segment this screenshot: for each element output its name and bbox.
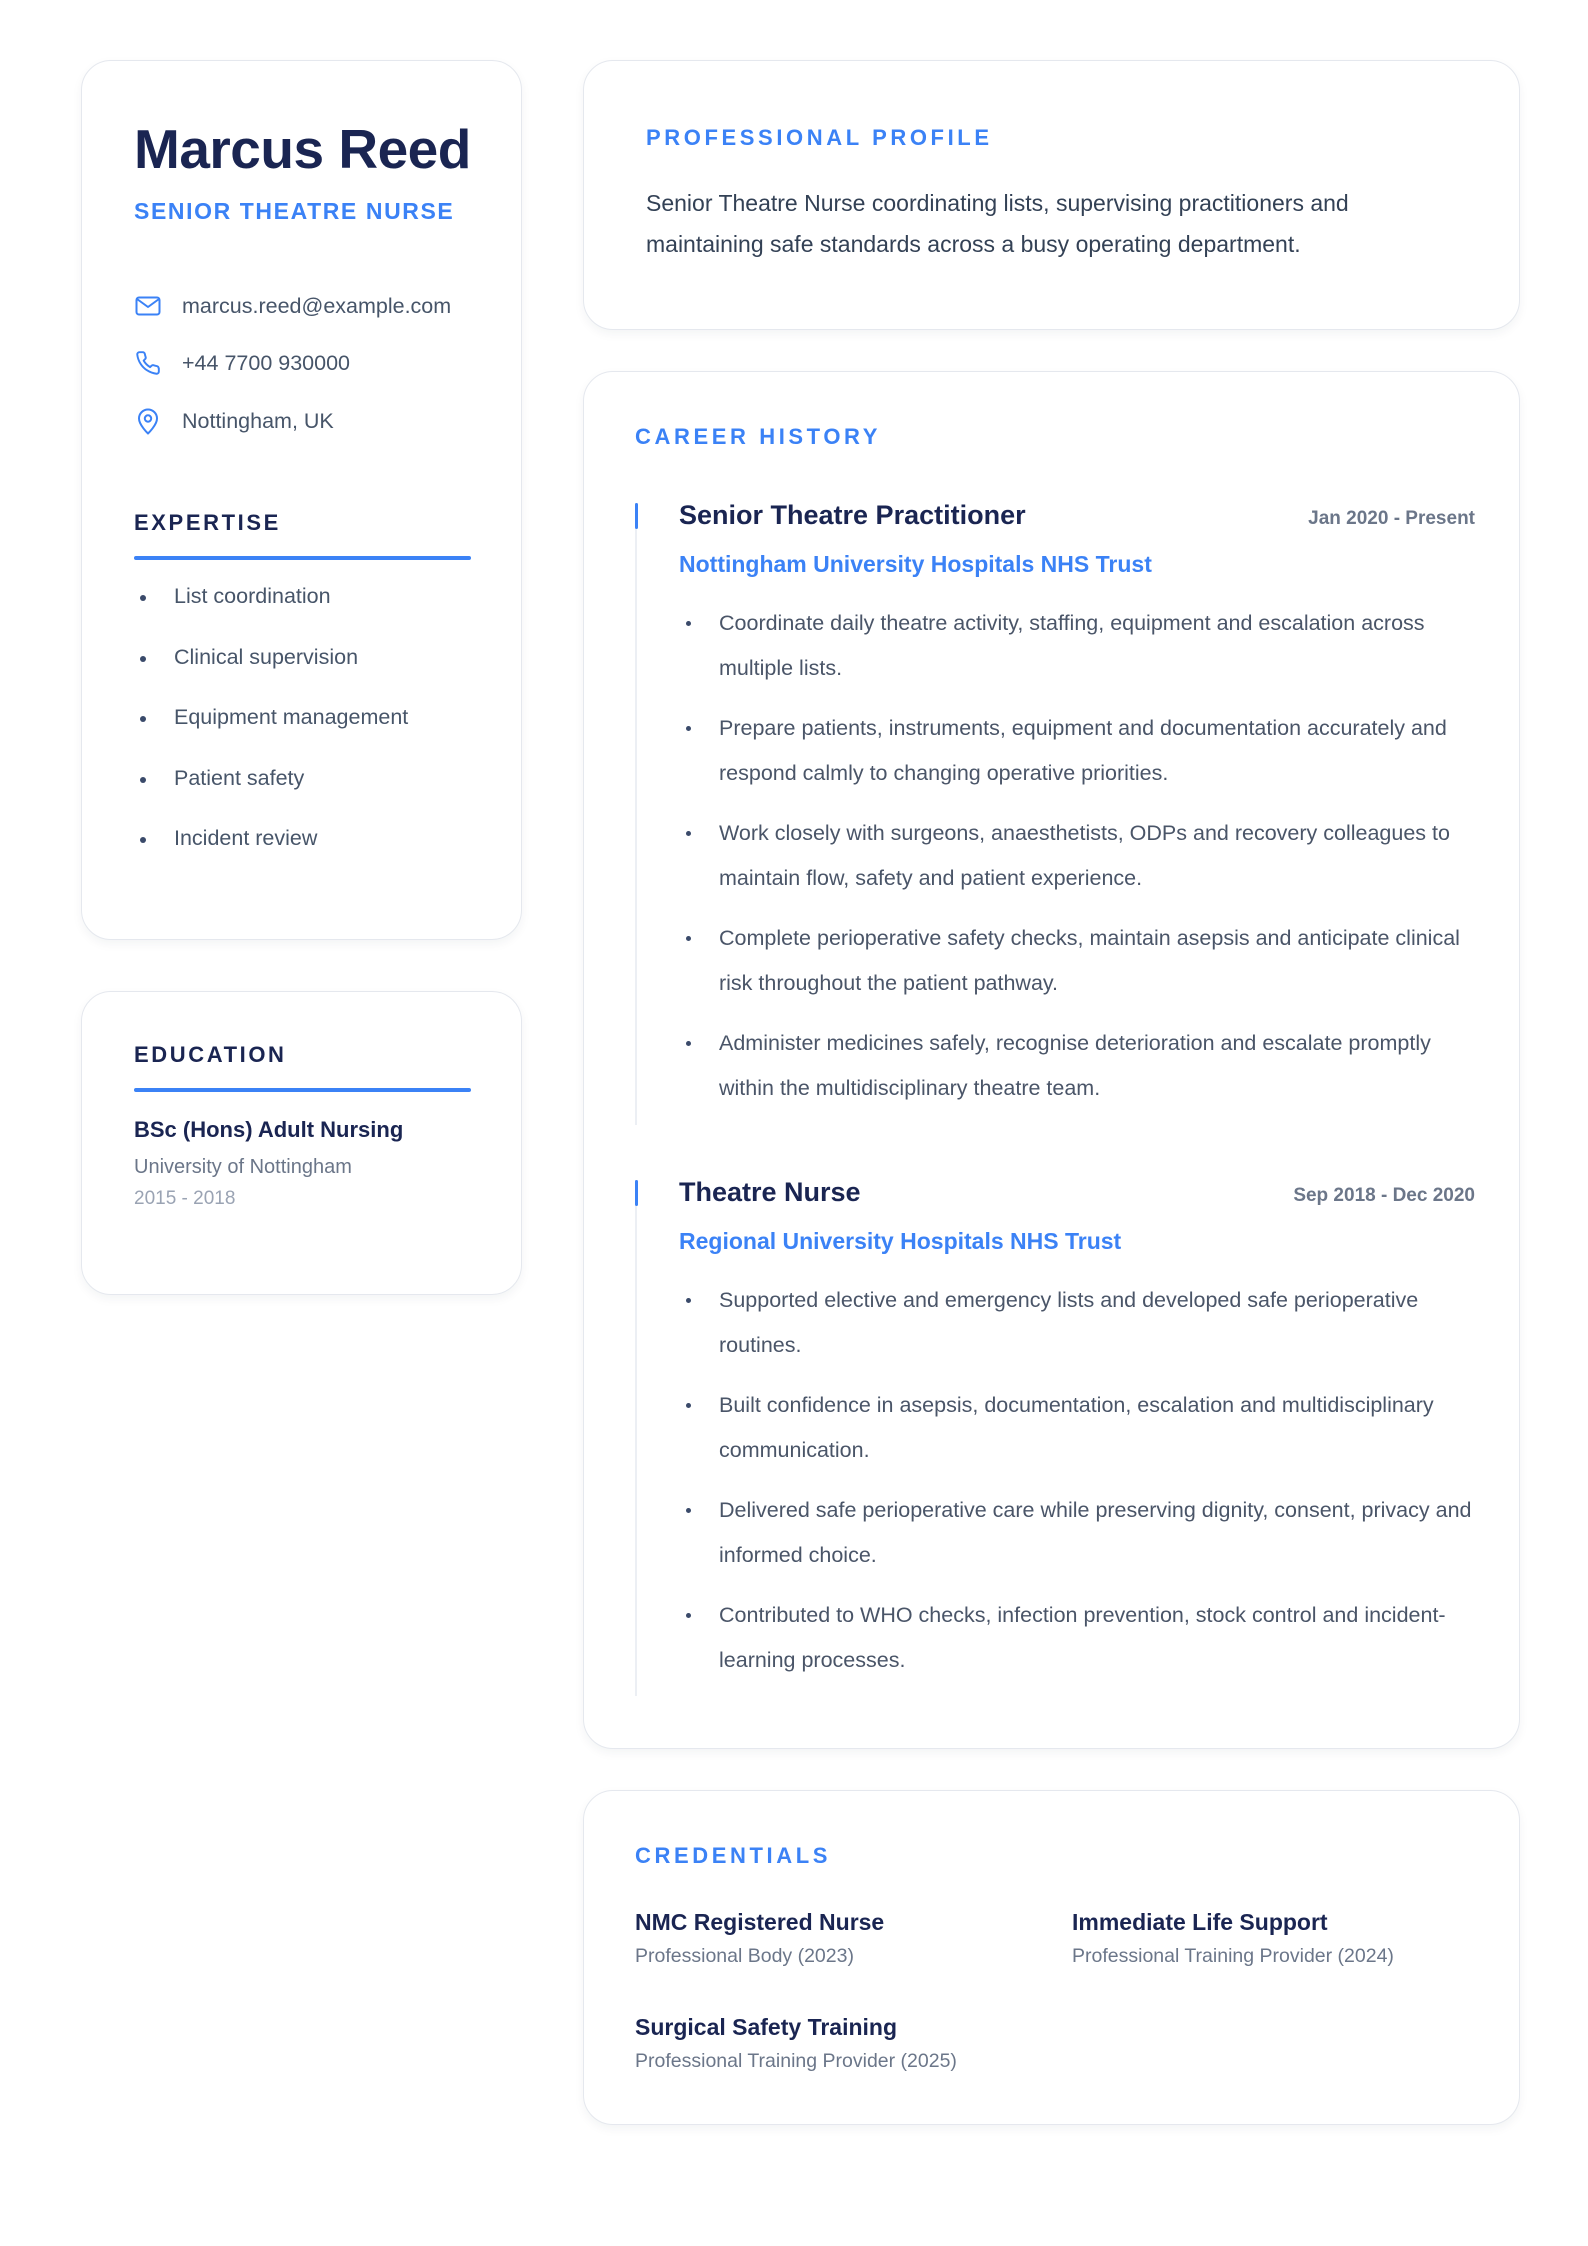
education-divider xyxy=(134,1088,471,1092)
list-item: Equipment management xyxy=(134,703,408,764)
profile-summary: Senior Theatre Nurse coordinating lists, supervising practitioners and maintaining safe standards across a busy operating department. xyxy=(646,190,1349,257)
contact-location xyxy=(134,406,334,436)
job-employer: Nottingham University Hospitals NHS Trust xyxy=(679,551,1152,577)
list-item: Incident review xyxy=(134,824,408,885)
education-card xyxy=(81,991,522,1295)
job-title: Senior Theatre Practitioner xyxy=(679,500,1026,530)
list-item: Supported elective and emergency lists and developed safe perioperative routines. xyxy=(679,1278,1475,1367)
location-pin-icon xyxy=(134,407,162,435)
education-years: 2015 - 2018 xyxy=(134,1188,236,1209)
list-item: Delivered safe perioperative care while preserving dignity, consent, privacy and informed choice. xyxy=(679,1488,1475,1577)
credential-name: NMC Registered Nurse xyxy=(635,1909,885,1935)
email-text: marcus.reed@example.com xyxy=(182,293,452,318)
job-title: Theatre Nurse xyxy=(679,1177,861,1207)
job-entry xyxy=(635,1177,1475,1696)
list-item: Clinical supervision xyxy=(134,643,408,704)
education-school: University of Nottingham xyxy=(134,1156,352,1178)
candidate-name: Marcus Reed xyxy=(134,118,471,180)
education-degree: BSc (Hons) Adult Nursing xyxy=(134,1117,404,1142)
contact-phone[interactable] xyxy=(134,348,350,378)
profile-card xyxy=(583,60,1520,330)
identity-card xyxy=(81,60,522,940)
timeline-line xyxy=(635,1180,637,1696)
phone-text: +44 7700 930000 xyxy=(182,350,350,375)
expertise-list xyxy=(134,582,408,885)
timeline-accent xyxy=(635,1180,638,1206)
credential-issuer: Professional Body (2023) xyxy=(635,1945,854,1967)
expertise-divider xyxy=(134,556,471,560)
job-duties xyxy=(679,601,1475,1126)
job-role: SENIOR THEATRE NURSE xyxy=(134,198,455,224)
credential-issuer: Professional Training Provider (2024) xyxy=(1072,1945,1394,1967)
credential-name: Surgical Safety Training xyxy=(635,2014,898,2040)
credential-name: Immediate Life Support xyxy=(1072,1909,1328,1935)
location-text: Nottingham, UK xyxy=(182,408,334,433)
credential-issuer: Professional Training Provider (2025) xyxy=(635,2050,957,2072)
phone-icon xyxy=(134,349,162,377)
job-employer: Regional University Hospitals NHS Trust xyxy=(679,1228,1122,1254)
job-dates: Sep 2018 - Dec 2020 xyxy=(1293,1185,1475,1206)
timeline-line xyxy=(635,503,637,1125)
job-entry xyxy=(635,500,1475,1125)
credentials-card xyxy=(583,1790,1520,2125)
timeline-accent xyxy=(635,503,638,529)
mail-icon xyxy=(134,292,162,320)
job-duties xyxy=(679,1278,1475,1698)
credentials-heading: CREDENTIALS xyxy=(635,1843,832,1868)
list-item: Patient safety xyxy=(134,764,408,825)
list-item: List coordination xyxy=(134,582,408,643)
list-item: Coordinate daily theatre activity, staffing, equipment and escalation across multiple lists. xyxy=(679,601,1475,690)
list-item: Built confidence in asepsis, documentation, escalation and multidisciplinary communication. xyxy=(679,1383,1475,1472)
job-dates: Jan 2020 - Present xyxy=(1308,508,1475,529)
contact-email[interactable] xyxy=(134,291,451,321)
credential-item xyxy=(635,1909,884,1968)
education-heading: EDUCATION xyxy=(134,1042,287,1067)
list-item: Complete perioperative safety checks, maintain asepsis and anticipate clinical risk throughout the patient pathway. xyxy=(679,916,1475,1005)
credential-item xyxy=(1072,1909,1394,1968)
list-item: Work closely with surgeons, anaesthetists, ODPs and recovery colleagues to maintain flow, safety and patient experience. xyxy=(679,811,1475,900)
list-item: Prepare patients, instruments, equipment and documentation accurately and respond calmly to changing operative priorities. xyxy=(679,706,1475,795)
list-item: Contributed to WHO checks, infection prevention, stock control and incident-learning processes. xyxy=(679,1593,1475,1682)
profile-heading: PROFESSIONAL PROFILE xyxy=(646,125,993,150)
career-heading: CAREER HISTORY xyxy=(635,424,881,449)
expertise-heading: EXPERTISE xyxy=(134,510,281,535)
career-card xyxy=(583,371,1520,1749)
list-item: Administer medicines safely, recognise deterioration and escalate promptly within the multidisciplinary theatre team. xyxy=(679,1021,1475,1110)
credential-item xyxy=(635,2014,957,2073)
